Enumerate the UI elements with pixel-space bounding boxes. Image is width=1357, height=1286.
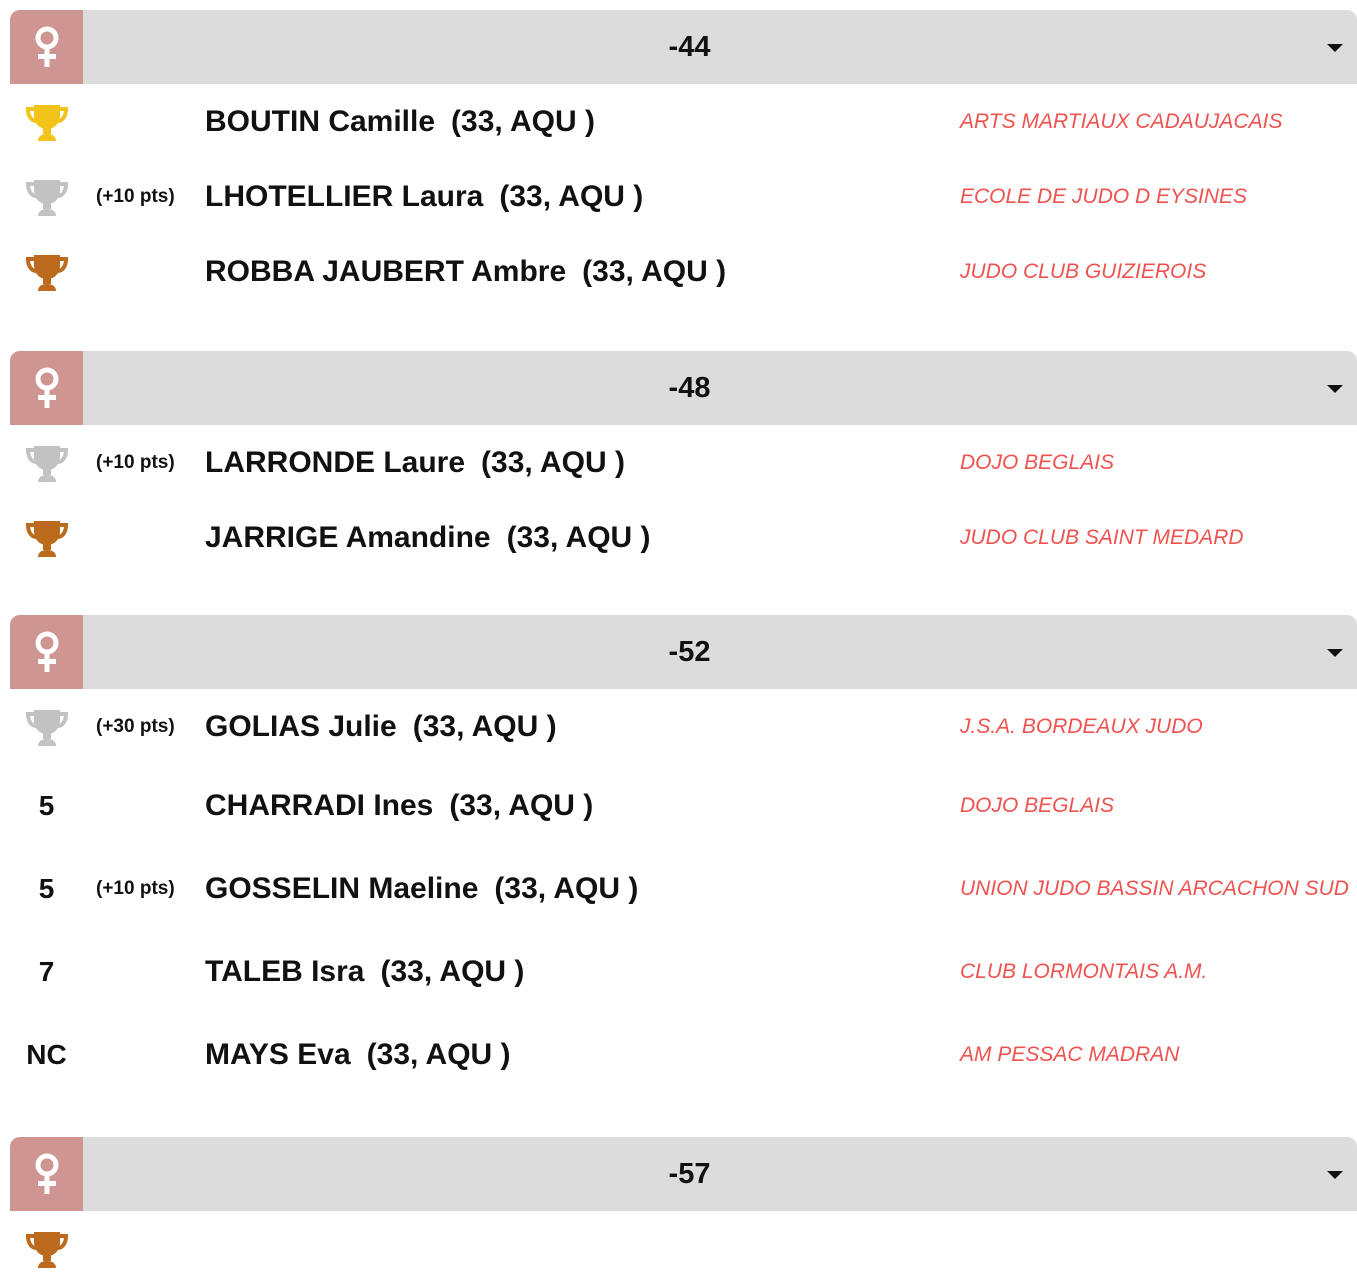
athlete-origin: (33, AQU ) [380, 954, 525, 988]
category-header[interactable] [10, 1137, 1357, 1211]
category-title: -52 [668, 636, 711, 668]
athlete-name: LHOTELLIER Laura [205, 179, 484, 213]
rank-cell [10, 764, 83, 847]
athlete-origin: (33, AQU ) [499, 179, 644, 213]
points-bonus: (+30 pts) [96, 715, 175, 737]
result-row [10, 764, 1357, 847]
athlete-link[interactable] [205, 159, 643, 234]
category-section [10, 615, 1357, 1096]
club-link[interactable]: UNION JUDO BASSIN ARCACHON SUD [960, 876, 1349, 900]
club-link[interactable]: J.S.A. BORDEAUX JUDO [960, 714, 1203, 738]
athlete-link[interactable] [205, 930, 524, 1013]
result-row [10, 1211, 1357, 1286]
rank-cell [10, 1013, 83, 1096]
athlete-name: GOSSELIN Maeline [205, 871, 479, 905]
athlete-name: LARRONDE Laure [205, 445, 466, 479]
club-link[interactable]: JUDO CLUB SAINT MEDARD [960, 525, 1244, 549]
result-row [10, 159, 1357, 234]
athlete-name: BOUTIN Camille [205, 104, 436, 138]
trophy-gold-icon [23, 99, 71, 145]
medal-cell [10, 1211, 83, 1286]
caret-down-icon[interactable] [1327, 649, 1343, 657]
medal-cell [10, 500, 83, 575]
category-header[interactable] [10, 615, 1357, 689]
caret-down-icon[interactable] [1327, 44, 1343, 52]
athlete-link[interactable] [205, 1013, 511, 1096]
athlete-link[interactable] [205, 764, 593, 847]
athlete-link[interactable] [205, 425, 625, 500]
result-row [10, 234, 1357, 309]
athlete-name: MAYS Eva [205, 1037, 351, 1071]
athlete-name: GOLIAS Julie [205, 709, 397, 743]
result-row [10, 1013, 1357, 1096]
category-title: -48 [668, 372, 711, 404]
medal-cell [10, 159, 83, 234]
club-link[interactable]: CLUB LORMONTAIS A.M. [960, 959, 1208, 983]
category-section [10, 10, 1357, 309]
result-row [10, 500, 1357, 575]
category-title: -57 [668, 1158, 711, 1190]
points-bonus: (+10 pts) [96, 185, 175, 207]
athlete-name: JARRIGE Amandine [205, 520, 491, 554]
rank-value: NC [26, 1038, 67, 1070]
result-row [10, 930, 1357, 1013]
athlete-origin: (33, AQU ) [494, 871, 639, 905]
caret-down-icon[interactable] [1327, 1171, 1343, 1179]
trophy-silver-icon [23, 704, 71, 750]
points-bonus: (+10 pts) [96, 877, 175, 899]
club-link[interactable]: ECOLE DE JUDO D EYSINES [960, 184, 1248, 208]
category-section [10, 351, 1357, 575]
medal-cell [10, 84, 83, 159]
athlete-origin: (33, AQU ) [582, 254, 727, 288]
rank-cell [10, 930, 83, 1013]
athlete-name: ROBBA JAUBERT Ambre [205, 254, 567, 288]
rank-value: 5 [38, 872, 55, 904]
club-link[interactable]: DOJO BEGLAIS [960, 793, 1115, 817]
athlete-link[interactable] [205, 84, 595, 159]
medal-cell [10, 689, 83, 764]
trophy-silver-icon [23, 440, 71, 486]
rank-value: 7 [38, 955, 55, 987]
athlete-origin: (33, AQU ) [451, 104, 595, 138]
rank-cell [10, 847, 83, 930]
club-link[interactable]: DOJO BEGLAIS [960, 450, 1115, 474]
club-link[interactable]: ARTS MARTIAUX CADAUJACAIS [960, 109, 1283, 133]
result-row [10, 425, 1357, 500]
athlete-origin: (33, AQU ) [506, 520, 651, 554]
athlete-origin: (33, AQU ) [366, 1037, 511, 1071]
points-bonus: (+10 pts) [96, 451, 175, 473]
trophy-bronze-icon [23, 515, 71, 561]
caret-down-icon[interactable] [1327, 385, 1343, 393]
athlete-link[interactable] [205, 500, 651, 575]
athlete-link[interactable] [205, 847, 638, 930]
medal-cell [10, 425, 83, 500]
athlete-origin: (33, AQU ) [412, 709, 557, 743]
club-link[interactable]: AM PESSAC MADRAN [960, 1042, 1180, 1066]
result-row [10, 689, 1357, 764]
athlete-link[interactable] [205, 234, 726, 309]
club-link[interactable]: JUDO CLUB GUIZIEROIS [960, 259, 1207, 283]
category-header[interactable] [10, 10, 1357, 84]
athlete-origin: (33, AQU ) [481, 445, 625, 479]
athlete-name: TALEB Isra [205, 954, 365, 988]
category-section [10, 1137, 1357, 1286]
athlete-link[interactable] [205, 689, 557, 764]
medal-cell [10, 234, 83, 309]
category-title: -44 [668, 31, 711, 63]
rank-value: 5 [38, 789, 55, 821]
trophy-silver-icon [23, 174, 71, 220]
result-row [10, 847, 1357, 930]
athlete-name: CHARRADI Ines [205, 788, 434, 822]
category-header[interactable] [10, 351, 1357, 425]
result-row [10, 84, 1357, 159]
trophy-bronze-icon [23, 249, 71, 295]
athlete-origin: (33, AQU ) [449, 788, 594, 822]
